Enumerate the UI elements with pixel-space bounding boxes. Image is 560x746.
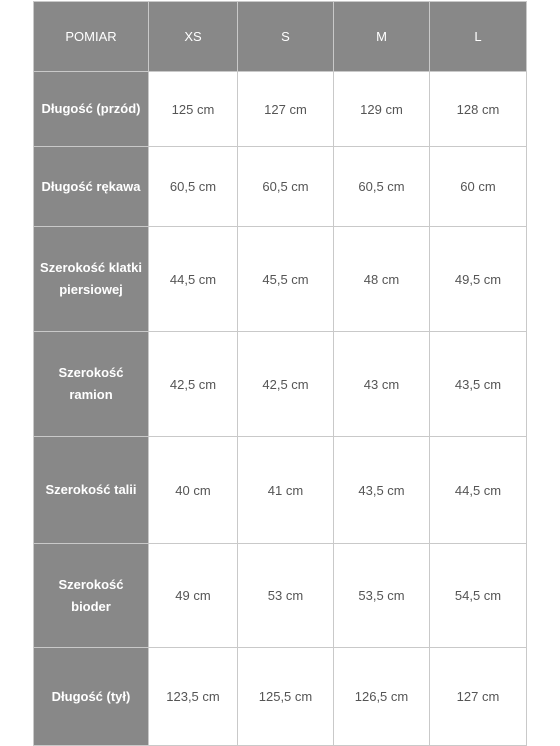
row-label: Szerokość ramion [34, 332, 149, 437]
table-cell: 128 cm [430, 72, 527, 147]
table-cell: 123,5 cm [149, 648, 238, 746]
table-row [34, 72, 527, 147]
table-cell: 43,5 cm [430, 332, 527, 437]
table-cell: 125,5 cm [238, 648, 334, 746]
row-label: Długość (tył) [34, 648, 149, 746]
table-row [34, 147, 527, 227]
table-row [34, 648, 527, 746]
size-chart-table [33, 1, 527, 746]
table-cell: 53,5 cm [334, 544, 430, 648]
table-cell: 43 cm [334, 332, 430, 437]
table-cell: 60,5 cm [334, 147, 430, 227]
row-label: Szerokość klatki piersiowej [34, 227, 149, 332]
row-label: Szerokość talii [34, 437, 149, 544]
row-label: Długość rękawa [34, 147, 149, 227]
table-cell: 45,5 cm [238, 227, 334, 332]
table-cell: 126,5 cm [334, 648, 430, 746]
table-cell: 129 cm [334, 72, 430, 147]
table-cell: 54,5 cm [430, 544, 527, 648]
header-size-xs: XS [149, 2, 238, 72]
table-cell: 44,5 cm [149, 227, 238, 332]
table-cell: 43,5 cm [334, 437, 430, 544]
table-cell: 48 cm [334, 227, 430, 332]
table-row [34, 227, 527, 332]
table-cell: 41 cm [238, 437, 334, 544]
header-size-m: M [334, 2, 430, 72]
table-cell: 53 cm [238, 544, 334, 648]
header-size-s: S [238, 2, 334, 72]
table-row [34, 332, 527, 437]
table-cell: 60,5 cm [149, 147, 238, 227]
table-cell: 60 cm [430, 147, 527, 227]
table-cell: 49,5 cm [430, 227, 527, 332]
table-cell: 42,5 cm [149, 332, 238, 437]
table-cell: 127 cm [430, 648, 527, 746]
table-row [34, 437, 527, 544]
header-measure: POMIAR [34, 2, 149, 72]
row-label: Długość (przód) [34, 72, 149, 147]
table-cell: 42,5 cm [238, 332, 334, 437]
table-row [34, 544, 527, 648]
table-cell: 49 cm [149, 544, 238, 648]
table-cell: 44,5 cm [430, 437, 527, 544]
table-cell: 125 cm [149, 72, 238, 147]
table-cell: 60,5 cm [238, 147, 334, 227]
row-label: Szerokość bioder [34, 544, 149, 648]
table-cell: 40 cm [149, 437, 238, 544]
table-cell: 127 cm [238, 72, 334, 147]
header-size-l: L [430, 2, 527, 72]
table-header-row [34, 2, 527, 72]
